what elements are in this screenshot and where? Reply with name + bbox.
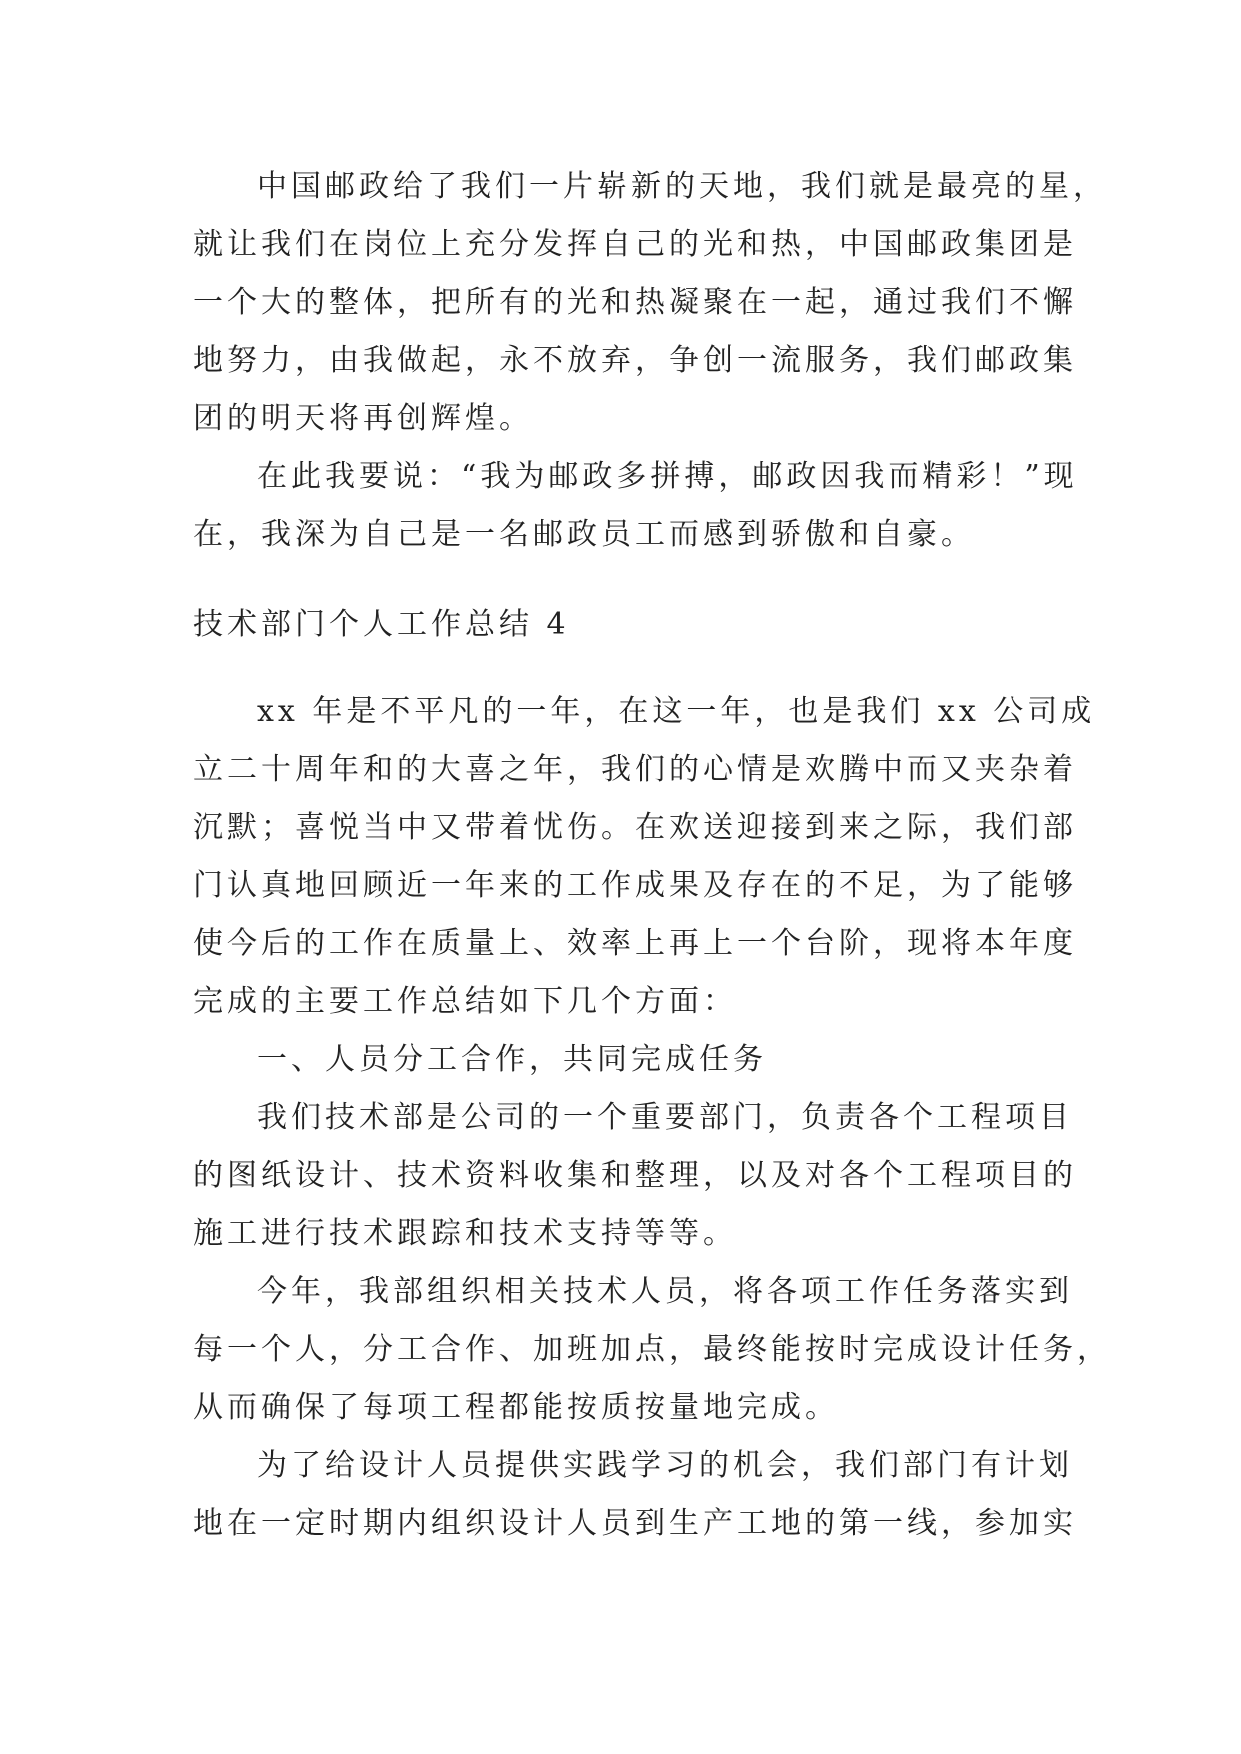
subheading-line: 一、人员分工合作，共同完成任务 — [257, 1042, 767, 1077]
paragraph-postal-world — [193, 158, 1107, 448]
text-line: 立二十周年和的大喜之年，我们的心情是欢腾中而又夹杂着 — [193, 752, 1077, 787]
text-line: 的图纸设计、技术资料收集和整理，以及对各个工程项目的 — [193, 1158, 1077, 1193]
text-line: 地努力，由我做起，永不放弃，争创一流服务，我们邮政集 — [193, 343, 1077, 378]
section-title: 技术部门个人工作总结 4 — [193, 607, 570, 642]
summary-body — [193, 683, 1111, 1553]
text-line: 每一个人，分工合作、加班加点，最终能按时完成设计任务， — [193, 1332, 1111, 1367]
text-line: 今年，我部组织相关技术人员，将各项工作任务落实到 — [257, 1274, 1073, 1309]
text-line: 就让我们在岗位上充分发挥自己的光和热，中国邮政集团是 — [193, 227, 1077, 262]
text-line: 门认真地回顾近一年来的工作成果及存在的不足，为了能够 — [193, 868, 1077, 903]
text-line: 使今后的工作在质量上、效率上再上一个台阶，现将本年度 — [193, 926, 1077, 961]
section-heading — [193, 596, 1073, 654]
text-line: 一个大的整体，把所有的光和热凝聚在一起，通过我们不懈 — [193, 285, 1077, 320]
text-line: 中国邮政给了我们一片崭新的天地，我们就是最亮的星， — [257, 169, 1107, 204]
text-line: 我们技术部是公司的一个重要部门，负责各个工程项目 — [257, 1100, 1073, 1135]
paragraph-proud-employee — [193, 448, 1078, 564]
text-line: 地在一定时期内组织设计人员到生产工地的第一线，参加实 — [193, 1506, 1077, 1541]
text-line: 在此我要说：“我为邮政多拼搏，邮政因我而精彩！”现 — [257, 459, 1078, 494]
text-line: 为了给设计人员提供实践学习的机会，我们部门有计划 — [257, 1448, 1073, 1483]
text-line: 从而确保了每项工程都能按质按量地完成。 — [193, 1390, 839, 1425]
text-line: 在，我深为自己是一名邮政员工而感到骄傲和自豪。 — [193, 517, 975, 552]
text-line: 沉默；喜悦当中又带着忧伤。在欢送迎接到来之际，我们部 — [193, 810, 1077, 845]
text-line: 施工进行技术跟踪和技术支持等等。 — [193, 1216, 737, 1251]
text-line: xx 年是不平凡的一年，在这一年，也是我们 xx 公司成 — [257, 694, 1096, 729]
text-line: 完成的主要工作总结如下几个方面： — [193, 984, 737, 1019]
text-line: 团的明天将再创辉煌。 — [193, 401, 533, 436]
